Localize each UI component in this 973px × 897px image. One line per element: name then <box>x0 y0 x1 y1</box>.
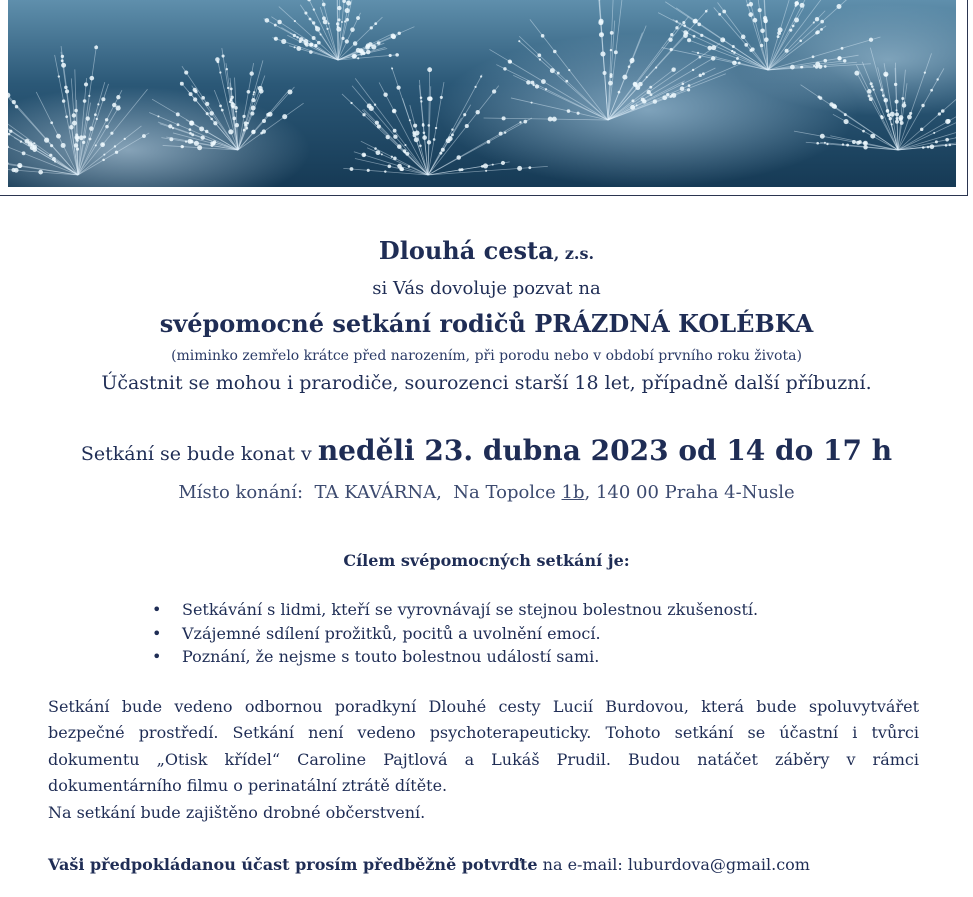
description-line: dokumentárního filmu o perinatální ztrátě dítěte. <box>48 775 448 795</box>
list-item-text: Vzájemné sdílení prožitků, pocitů a uvolnění emocí. <box>182 623 601 643</box>
bullet-icon: • <box>152 623 162 643</box>
contact-line <box>48 855 810 874</box>
place-line <box>0 482 973 503</box>
place-street: Na Topolce <box>453 482 556 503</box>
description-paragraph <box>48 694 919 799</box>
refreshments-note: Na setkání bude zajištěno drobné občerstvení. <box>48 803 426 822</box>
place-label: Místo konání: <box>178 482 304 503</box>
meeting-line <box>0 434 973 467</box>
description-line: bezpečné prostředí. Setkání není vedeno psychoterapeuticky. Tohoto setkání se účastní i tvůrci <box>48 723 919 743</box>
list-item-text: Poznání, že nejsme s touto bolestnou událostí sami. <box>182 647 600 666</box>
description-line: dokumentu „Otisk křídel“ Caroline Pajtlová a Lukáš Prudil. Budou natáčet záběry v rámci <box>48 749 919 769</box>
list-item-text: Setkávání s lidmi, kteří se vyrovnávají se stejnou bolestnou zkušeností. <box>182 600 759 619</box>
contact-request: Vaši předpokládanou účast prosím předběžně potvrďte <box>48 855 538 874</box>
contact-email-prefix: na e-mail: <box>537 855 628 874</box>
org-name-text: Dlouhá cesta <box>378 236 554 265</box>
invite-text: si Vás dovoluje pozvat na <box>372 278 601 299</box>
bullet-icon: • <box>152 647 162 666</box>
list-item <box>152 598 758 622</box>
header-image <box>8 0 956 187</box>
participants-text: Účastnit se mohou i prarodiče, sourozenci starší 18 let, případně další příbuzní. <box>101 372 872 394</box>
place-city: , 140 00 Praha 4-Nusle <box>584 482 795 503</box>
description-line: Setkání bude vedeno odbornou poradkyní Dlouhé cesty Lucií Burdovou, která bude spoluvytvářet <box>48 697 919 716</box>
list-item <box>152 645 758 669</box>
list-item <box>152 622 758 646</box>
goals-heading: Cílem svépomocných setkání je: <box>343 551 630 570</box>
meeting-datetime: neděli 23. dubna 2023 od 14 do 17 h <box>317 434 893 467</box>
event-subtitle: (miminko zemřelo krátce před narozením, při porodu nebo v období prvního roku života) <box>171 348 802 364</box>
org-suffix: , z.s. <box>553 244 595 263</box>
organization-name <box>0 236 973 265</box>
bullet-icon: • <box>152 600 162 619</box>
goals-list <box>152 598 758 669</box>
meeting-prefix: Setkání se bude konat v <box>80 443 318 465</box>
dandelion-seeds-illustration <box>8 0 956 187</box>
place-venue: TA KAVÁRNA, <box>314 482 442 503</box>
place-number: 1b <box>561 482 585 503</box>
event-title: svépomocné setkání rodičů PRÁZDNÁ KOLÉBKA <box>159 309 814 338</box>
contact-email[interactable]: luburdova@gmail.com <box>627 855 810 874</box>
